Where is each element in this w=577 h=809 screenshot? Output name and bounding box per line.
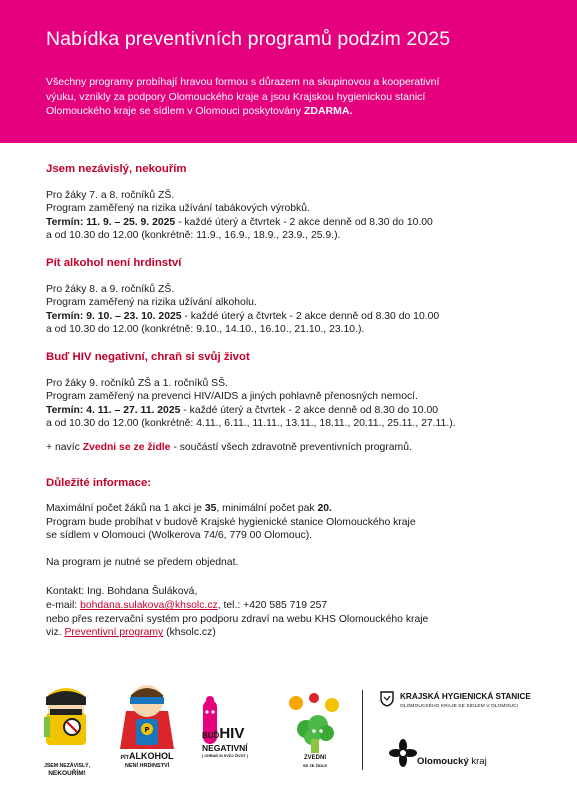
no-smoking-mascot-icon [38, 683, 94, 769]
program-target: Pro žáky 9. ročníků ZŠ a 1. ročníků SŠ. [46, 377, 228, 389]
khs-subtitle: OLOMOUCKÉHO KRAJE SE SÍDLEM V OLOMOUCI [400, 704, 518, 709]
footer-divider [362, 690, 363, 770]
bonus-program: + navíc Zvedni se ze židle - součástí všech zdravotně preventivních programů. [46, 441, 412, 453]
logo-chair-label: ZVEDNI SE ZE ŽIDLE [302, 755, 328, 768]
programs-link-line: viz. Preventivní programy (khsolc.cz) [46, 627, 216, 639]
olomoucky-kraj-flower-icon [388, 738, 418, 768]
svg-text:P: P [144, 726, 150, 734]
juggling-broccoli-mascot-icon [286, 693, 342, 755]
order-note: Na program je nutné se předem objednat. [46, 556, 239, 568]
header-banner [0, 0, 577, 143]
venue-line-2: se sídlem v Olomouci (Wolkerova 74/6, 779 00 Olomouc). [46, 530, 313, 542]
khs-name: KRAJSKÁ HYGIENICKÁ STANICE [400, 692, 531, 701]
capacity-and-venue [46, 502, 551, 543]
intro-text [46, 75, 546, 119]
program-focus: Program zaměřený na rizika užívání tabákových výrobků. [46, 203, 310, 215]
contact-email-phone: e-mail: bohdana.sulakova@khsolc.cz, tel.: +420 585 719 257 [46, 600, 328, 612]
program-details-alcohol [46, 283, 551, 337]
program-focus: Program zaměřený na rizika užívání alkoholu. [46, 297, 257, 309]
program-term: Termín: 9. 10. – 23. 10. 2025 - každé úterý a čtvrtek - 2 akce denně od 8.30 do 10.00 [46, 310, 440, 322]
program-dates: a od 10.30 do 12.00 (konkrétně: 11.9., 16.9., 18.9., 23.9., 25.9.). [46, 230, 341, 242]
program-dates: a od 10.30 do 12.00 (konkrétně: 4.11., 6.11., 11.11., 13.11., 18.11., 20.11., 25.11., 27.11.). [46, 418, 456, 430]
intro-line-1: Všechny programy probíhají hravou formou s důrazem na skupinovou a kooperativní [46, 76, 440, 88]
booking-info: nebo přes rezervační systém pro podporu zdraví na webu KHS Olomouckého kraje [46, 613, 429, 625]
logo-smoking-label: JSEM NEZÁVISLÝ, NEKOUŘÍM! [43, 763, 91, 777]
intro-line-2: výuku, vznikly za podpory Olomouckého kraje a jsou Krajskou hygienickou stanicí [46, 90, 426, 103]
khs-shield-icon [380, 691, 394, 707]
program-focus: Program zaměřený na prevenci HIV/AIDS a jiných pohlavně přenosných nemocí. [46, 391, 418, 403]
contact-info [46, 585, 551, 639]
program-term: Termín: 4. 11. – 27. 11. 2025 - každé úterý a čtvrtek - 2 akce denně od 8.30 do 10.00 [46, 404, 439, 416]
program-title-hiv: Buď HIV negativní, chraň si svůj život [46, 350, 250, 363]
program-target: Pro žáky 8. a 9. ročníků ZŠ. [46, 283, 175, 295]
preventive-programs-link[interactable]: Preventivní programy [64, 627, 164, 639]
contact-name: Kontakt: Ing. Bohdana Šuláková, [46, 586, 198, 598]
program-title-alcohol: Pít alkohol není hrdinství [46, 256, 182, 269]
free-highlight: ZDARMA. [303, 105, 353, 117]
important-info-title: Důležité informace: [46, 476, 152, 489]
olomoucky-kraj-label: Olomoucký kraj [417, 756, 487, 767]
main-content [46, 163, 551, 653]
program-target: Pro žáky 7. a 8. ročníků ZŠ. [46, 189, 175, 201]
capacity-info: Maximální počet žáků na 1 akci je 35, minimální počet pak 20. [46, 503, 332, 515]
program-details-smoking [46, 189, 551, 243]
logo-hiv-label: BUĎHIV NEGATIVNÍ ( CHRAŇ SI SVŮJ ŽIVOT ) [202, 725, 249, 758]
email-link[interactable]: bohdana.sulakova@khsolc.cz [80, 600, 218, 612]
program-term: Termín: 11. 9. – 25. 9. 2025 - každé úterý a čtvrtek - 2 akce denně od 8.30 do 10.00 [46, 216, 433, 228]
program-details-hiv [46, 377, 551, 431]
bonus-highlight: Zvedni se ze židle [82, 441, 171, 453]
page-title: Nabídka preventivních programů podzim 2025 [46, 28, 451, 50]
logo-alcohol-label: PÍTALKOHOL NENÍ HRDINSTVÍ [120, 751, 174, 769]
venue-line-1: Program bude probíhat v budově Krajské hygienické stanice Olomouckého kraje [46, 516, 416, 528]
program-dates: a od 10.30 do 12.00 (konkrétně: 9.10., 14.10., 16.10., 21.10., 23.10.). [46, 324, 365, 336]
alcohol-hero-mascot-icon [116, 681, 178, 753]
intro-line-3: Olomouckého kraje se sídlem v Olomouci poskytovány ZDARMA. [46, 105, 353, 117]
program-title-smoking: Jsem nezávislý, nekouřím [46, 163, 187, 175]
